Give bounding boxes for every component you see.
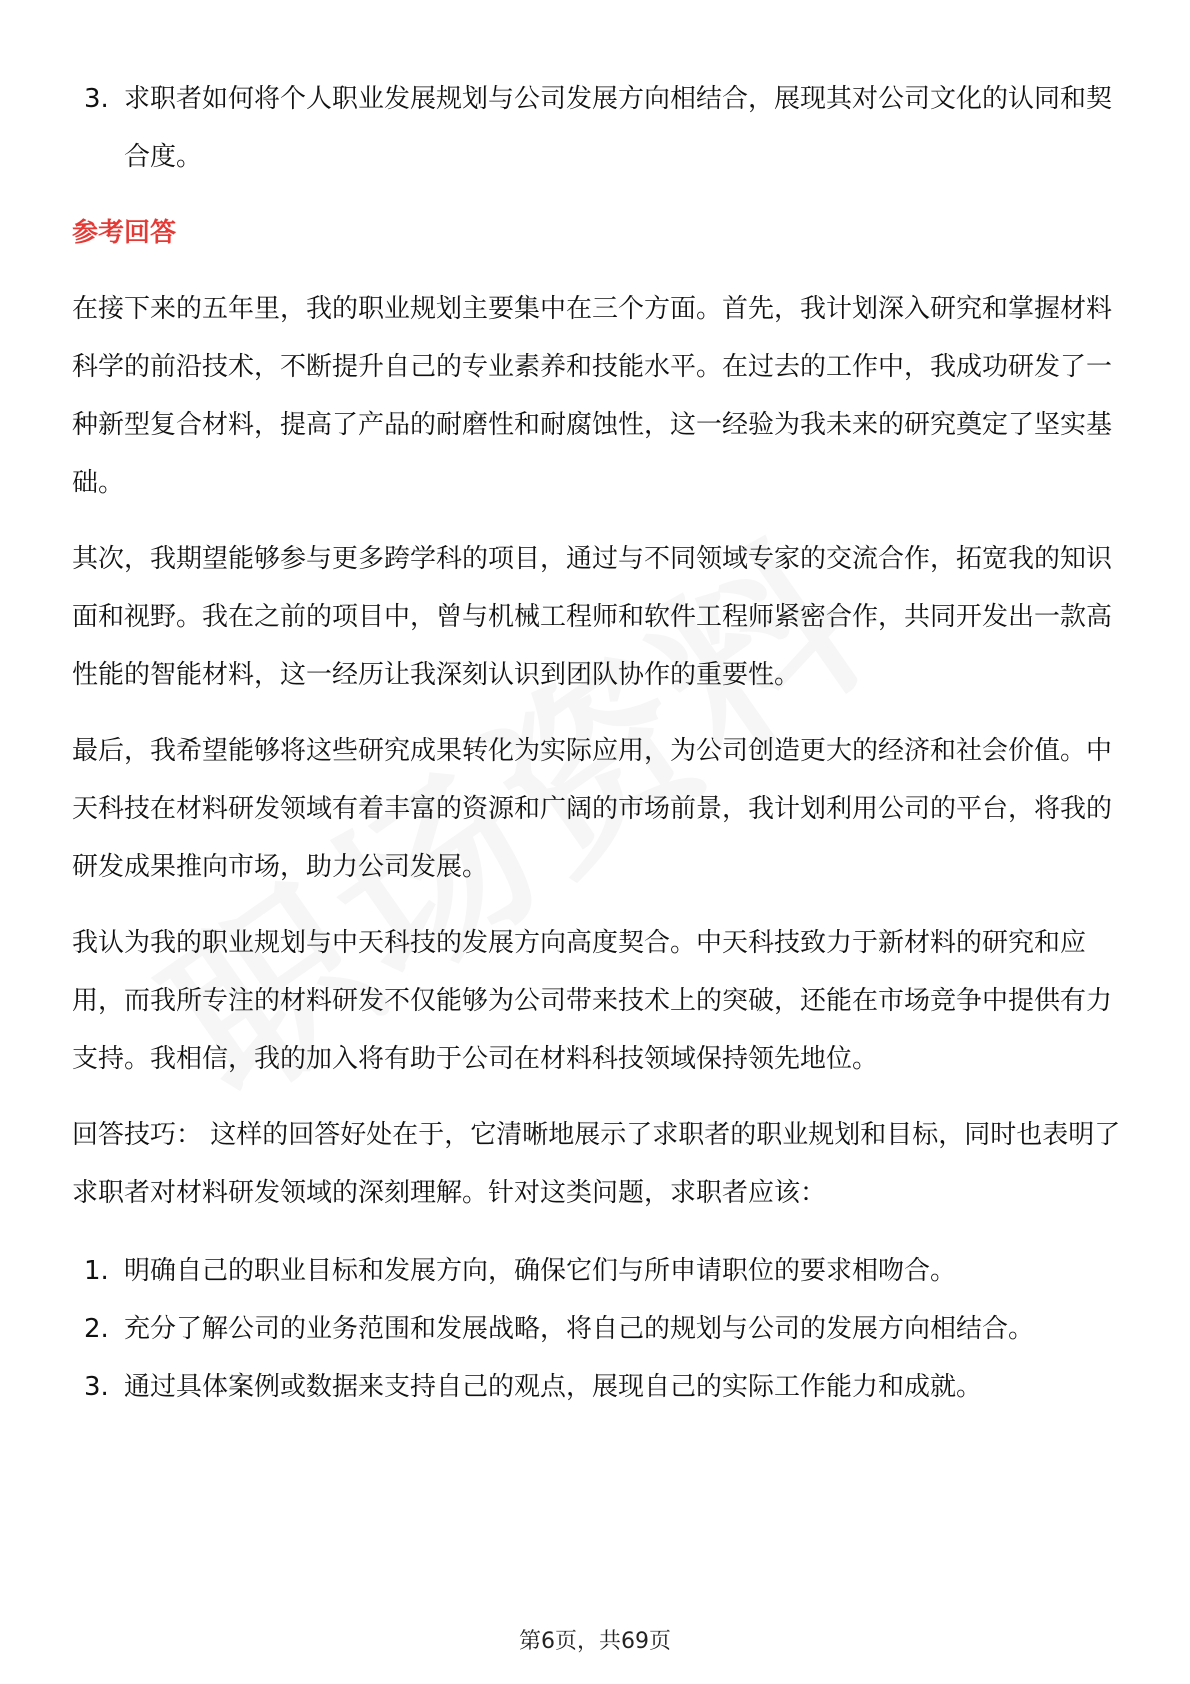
list-number: 3. [84, 84, 109, 114]
tips-list-item-2 [72, 1300, 1122, 1358]
list-text: 充分了解公司的业务范围和发展战略，将自己的规划与公司的发展方向相结合。 [124, 1314, 1035, 1344]
top-list-item [72, 70, 1122, 186]
list-number: 1. [84, 1256, 109, 1286]
tips-list-item-3 [72, 1358, 1122, 1416]
list-text: 通过具体案例或数据来支持自己的观点，展现自己的实际工作能力和成就。 [124, 1372, 983, 1402]
page-footer: 第6页，共69页 [519, 1629, 671, 1654]
tips-list [72, 1242, 1122, 1416]
answer-paragraph-4: 我认为我的职业规划与中天科技的发展方向高度契合。中天科技致力于新材料的研究和应用，而我所专注的材料研发不仅能够为公司带来技术上的突破，还能在市场竞争中提供有力支持。我相信，我的加入将有助于公司在材料科技领域保持领先地位。 [72, 928, 1113, 1074]
answer-paragraph-2: 其次，我期望能够参与更多跨学科的项目，通过与不同领域专家的交流合作，拓宽我的知识面和视野。我在之前的项目中，曾与机械工程师和软件工程师紧密合作，共同开发出一款高性能的智能材料，这一经历让我深刻认识到团队协作的重要性。 [72, 544, 1113, 690]
list-number: 2. [84, 1314, 109, 1344]
answer-tips-paragraph: 回答技巧： 这样的回答好处在于，它清晰地展示了求职者的职业规划和目标，同时也表明了求职者对材料研发领域的深刻理解。针对这类问题，求职者应该： [72, 1120, 1121, 1208]
list-text: 明确自己的职业目标和发展方向，确保它们与所申请职位的要求相吻合。 [124, 1256, 957, 1286]
tips-list-item-1 [72, 1242, 1122, 1300]
answer-paragraph-1: 在接下来的五年里，我的职业规划主要集中在三个方面。首先，我计划深入研究和掌握材料科学的前沿技术，不断提升自己的专业素养和技能水平。在过去的工作中，我成功研发了一种新型复合材料，提高了产品的耐磨性和耐腐蚀性，这一经验为我未来的研究奠定了坚实基础。 [72, 294, 1113, 498]
answer-paragraph-3: 最后，我希望能够将这些研究成果转化为实际应用，为公司创造更大的经济和社会价值。中天科技在材料研发领域有着丰富的资源和广阔的市场前景，我计划利用公司的平台，将我的研发成果推向市场，助力公司发展。 [72, 736, 1113, 882]
list-text: 求职者如何将个人职业发展规划与公司发展方向相结合，展现其对公司文化的认同和契合度。 [124, 84, 1113, 172]
reference-heading: 参考回答 [72, 218, 177, 248]
document-content [72, 70, 1122, 1416]
list-number: 3. [84, 1372, 109, 1402]
